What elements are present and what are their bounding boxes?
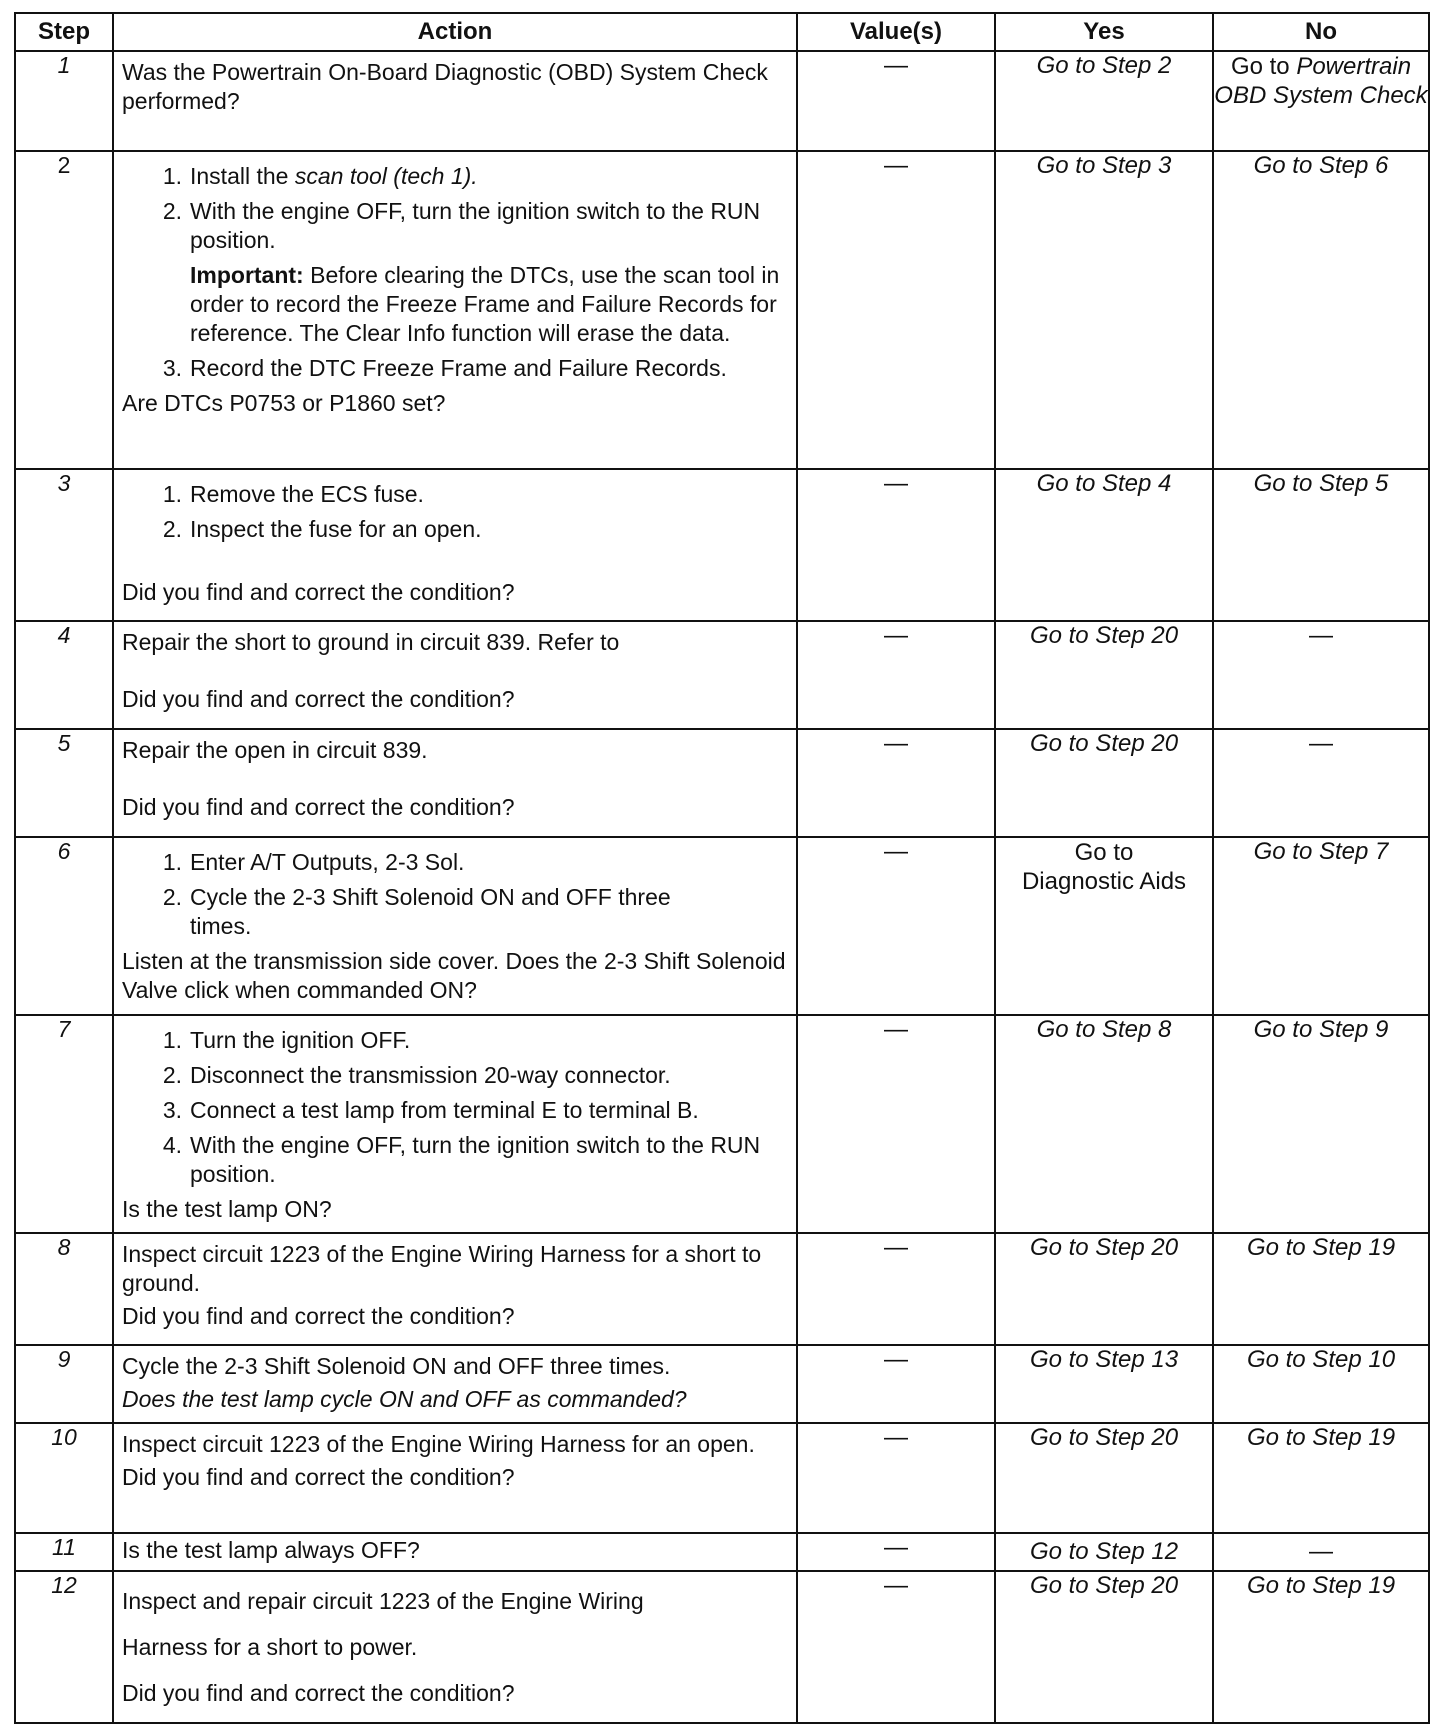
yes-cell: Go to Step 20 bbox=[995, 621, 1213, 729]
action-text: Inspect and repair circuit 1223 of the Engine Wiring bbox=[122, 1588, 644, 1614]
no-prefix: Go to bbox=[1230, 53, 1297, 80]
list-number: 3. bbox=[162, 355, 182, 381]
step-number: 6 bbox=[15, 837, 113, 1015]
list-item bbox=[122, 515, 788, 544]
value-cell bbox=[797, 837, 995, 1015]
action-cell bbox=[113, 621, 797, 729]
yes-cell: Go to Step 8 bbox=[995, 1015, 1213, 1233]
table-row bbox=[15, 1423, 1429, 1533]
table-row bbox=[15, 621, 1429, 729]
value-dash: — bbox=[884, 470, 908, 497]
action-cell bbox=[113, 1015, 797, 1233]
list-number: 4. bbox=[162, 1132, 182, 1158]
list-number: 1. bbox=[162, 849, 182, 875]
action-text: Inspect circuit 1223 of the Engine Wiring Harness for a short to ground. bbox=[122, 1241, 762, 1296]
no-cell: Go to Step 19 bbox=[1213, 1233, 1429, 1345]
value-dash: — bbox=[884, 838, 908, 865]
action-question: Listen at the transmission side cover. Does the 2-3 Shift Solenoid Valve click when commanded ON? bbox=[122, 948, 786, 1003]
no-cell: Go to Step 19 bbox=[1213, 1423, 1429, 1533]
action-cell bbox=[113, 469, 797, 621]
step-number: 3 bbox=[15, 469, 113, 621]
list-text: Cycle the 2-3 Shift Solenoid ON and OFF three times. bbox=[190, 884, 671, 939]
list-text: Record the DTC Freeze Frame and Failure Records. bbox=[190, 355, 727, 381]
list-text: Connect a test lamp from terminal E to terminal B. bbox=[190, 1097, 699, 1123]
table-row bbox=[15, 1571, 1429, 1723]
action-cell bbox=[113, 1423, 797, 1533]
table-row bbox=[15, 1015, 1429, 1233]
action-question: Did you find and correct the condition? bbox=[122, 686, 515, 712]
step-number: 10 bbox=[15, 1423, 113, 1533]
value-cell bbox=[797, 469, 995, 621]
no-cell bbox=[1213, 51, 1429, 151]
value-cell bbox=[797, 51, 995, 151]
yes-cell: Go to Diagnostic Aids bbox=[995, 837, 1213, 1015]
list-number: 3. bbox=[162, 1097, 182, 1123]
header-action: Action bbox=[113, 13, 797, 51]
table-row bbox=[15, 729, 1429, 837]
table-row bbox=[15, 1233, 1429, 1345]
header-step: Step bbox=[15, 13, 113, 51]
action-question: Did you find and correct the condition? bbox=[122, 794, 515, 820]
value-dash: — bbox=[884, 1234, 908, 1261]
header-row bbox=[15, 13, 1429, 51]
list-number: 2. bbox=[162, 884, 182, 910]
header-yes: Yes bbox=[995, 13, 1213, 51]
no-cell: — bbox=[1213, 729, 1429, 837]
list-item bbox=[122, 354, 788, 383]
list-text: Inspect the fuse for an open. bbox=[190, 516, 482, 542]
list-text: Remove the ECS fuse. bbox=[190, 481, 424, 507]
yes-cell: Go to Step 20 bbox=[995, 729, 1213, 837]
action-question: Are DTCs P0753 or P1860 set? bbox=[122, 390, 446, 416]
list-item bbox=[122, 162, 788, 191]
table-row bbox=[15, 1533, 1429, 1571]
header-values: Value(s) bbox=[797, 13, 995, 51]
list-number: 1. bbox=[162, 481, 182, 507]
no-cell: Go to Step 10 bbox=[1213, 1345, 1429, 1423]
action-cell bbox=[113, 1571, 797, 1723]
no-cell: Go to Step 19 bbox=[1213, 1571, 1429, 1723]
important-note bbox=[122, 261, 788, 348]
step-number: 4 bbox=[15, 621, 113, 729]
yes-cell: Go to Step 2 bbox=[995, 51, 1213, 151]
value-dash: — bbox=[884, 1016, 908, 1043]
value-dash: — bbox=[884, 1346, 908, 1373]
list-item bbox=[122, 197, 788, 255]
list-text: Install the bbox=[190, 163, 295, 189]
list-text: Turn the ignition OFF. bbox=[190, 1027, 411, 1053]
list-item bbox=[122, 1026, 788, 1055]
list-item bbox=[122, 1096, 788, 1125]
value-dash: — bbox=[884, 1572, 908, 1599]
action-question: Is the test lamp always OFF? bbox=[122, 1537, 420, 1563]
list-text: With the engine OFF, turn the ignition switch to the RUN position. bbox=[190, 1132, 761, 1187]
no-cell: Go to Step 6 bbox=[1213, 151, 1429, 469]
action-cell bbox=[113, 151, 797, 469]
step-number: 11 bbox=[15, 1533, 113, 1571]
list-number: 2. bbox=[162, 1062, 182, 1088]
value-cell bbox=[797, 621, 995, 729]
action-text: Was the Powertrain On-Board Diagnostic (OBD) System Check performed? bbox=[122, 59, 768, 114]
action-question: Did you find and correct the condition? bbox=[122, 1303, 515, 1329]
list-item bbox=[122, 480, 788, 509]
list-text: Disconnect the transmission 20-way connector. bbox=[190, 1062, 671, 1088]
list-number: 2. bbox=[162, 516, 182, 542]
action-cell bbox=[113, 1533, 797, 1571]
action-text: Repair the short to ground in circuit 839. Refer to bbox=[122, 629, 620, 655]
value-dash: — bbox=[884, 1534, 908, 1561]
value-dash: — bbox=[884, 1424, 908, 1451]
value-cell bbox=[797, 1233, 995, 1345]
step-number: 1 bbox=[15, 51, 113, 151]
action-cell bbox=[113, 51, 797, 151]
diagnostic-table bbox=[14, 12, 1430, 1724]
list-item bbox=[122, 848, 788, 877]
table-row bbox=[15, 469, 1429, 621]
action-text: Inspect circuit 1223 of the Engine Wiring Harness for an open. bbox=[122, 1431, 755, 1457]
table-row bbox=[15, 1345, 1429, 1423]
no-cell: Go to Step 5 bbox=[1213, 469, 1429, 621]
action-text: Harness for a short to power. bbox=[122, 1634, 418, 1660]
value-cell bbox=[797, 1423, 995, 1533]
value-cell bbox=[797, 1533, 995, 1571]
action-question: Did you find and correct the condition? bbox=[122, 1680, 515, 1706]
value-cell bbox=[797, 1015, 995, 1233]
yes-cell: Go to Step 20 bbox=[995, 1233, 1213, 1345]
yes-cell: Go to Step 13 bbox=[995, 1345, 1213, 1423]
value-cell bbox=[797, 1571, 995, 1723]
action-question: Did you find and correct the condition? bbox=[122, 579, 515, 605]
action-question: Is the test lamp ON? bbox=[122, 1196, 332, 1222]
value-dash: — bbox=[884, 730, 908, 757]
no-cell: Go to Step 9 bbox=[1213, 1015, 1429, 1233]
list-item bbox=[122, 1131, 788, 1189]
header-no: No bbox=[1213, 13, 1429, 51]
list-text: Enter A/T Outputs, 2-3 Sol. bbox=[190, 849, 465, 875]
value-dash: — bbox=[884, 622, 908, 649]
yes-cell: Go to Step 20 bbox=[995, 1571, 1213, 1723]
value-dash: — bbox=[884, 52, 908, 79]
value-cell bbox=[797, 1345, 995, 1423]
action-cell bbox=[113, 1233, 797, 1345]
step-number: 9 bbox=[15, 1345, 113, 1423]
action-question: Does the test lamp cycle ON and OFF as commanded? bbox=[122, 1386, 687, 1412]
no-link: Powertrain OBD System Check bbox=[1214, 53, 1428, 109]
list-item bbox=[122, 883, 788, 941]
action-cell bbox=[113, 729, 797, 837]
list-number: 2. bbox=[162, 198, 182, 224]
list-number: 1. bbox=[162, 163, 182, 189]
yes-cell: Go to Step 3 bbox=[995, 151, 1213, 469]
no-cell: Go to Step 7 bbox=[1213, 837, 1429, 1015]
no-cell: — bbox=[1213, 621, 1429, 729]
important-text: Before clearing the DTCs, use the scan tool in order to record the Freeze Frame and Failure Records for reference. The Clear Info function will erase the data. bbox=[190, 262, 780, 346]
step-number: 7 bbox=[15, 1015, 113, 1233]
no-cell: — bbox=[1213, 1533, 1429, 1571]
yes-cell: Go to Step 12 bbox=[995, 1533, 1213, 1571]
table-row bbox=[15, 151, 1429, 469]
list-item bbox=[122, 1061, 788, 1090]
important-label: Important: bbox=[190, 262, 304, 288]
step-number: 12 bbox=[15, 1571, 113, 1723]
value-cell bbox=[797, 729, 995, 837]
yes-cell: Go to Step 20 bbox=[995, 1423, 1213, 1533]
value-cell bbox=[797, 151, 995, 469]
step-number: 5 bbox=[15, 729, 113, 837]
yes-cell: Go to Step 4 bbox=[995, 469, 1213, 621]
action-question: Did you find and correct the condition? bbox=[122, 1464, 515, 1490]
value-dash: — bbox=[884, 152, 908, 179]
action-text: Cycle the 2-3 Shift Solenoid ON and OFF three times. bbox=[122, 1353, 671, 1379]
step-number: 2 bbox=[15, 151, 113, 469]
action-cell bbox=[113, 837, 797, 1015]
list-number: 1. bbox=[162, 1027, 182, 1053]
list-text: With the engine OFF, turn the ignition switch to the RUN position. bbox=[190, 198, 761, 253]
action-cell bbox=[113, 1345, 797, 1423]
table-row bbox=[15, 51, 1429, 151]
list-text-italic: scan tool (tech 1). bbox=[294, 163, 478, 189]
action-text: Repair the open in circuit 839. bbox=[122, 737, 428, 763]
table-row bbox=[15, 837, 1429, 1015]
step-number: 8 bbox=[15, 1233, 113, 1345]
